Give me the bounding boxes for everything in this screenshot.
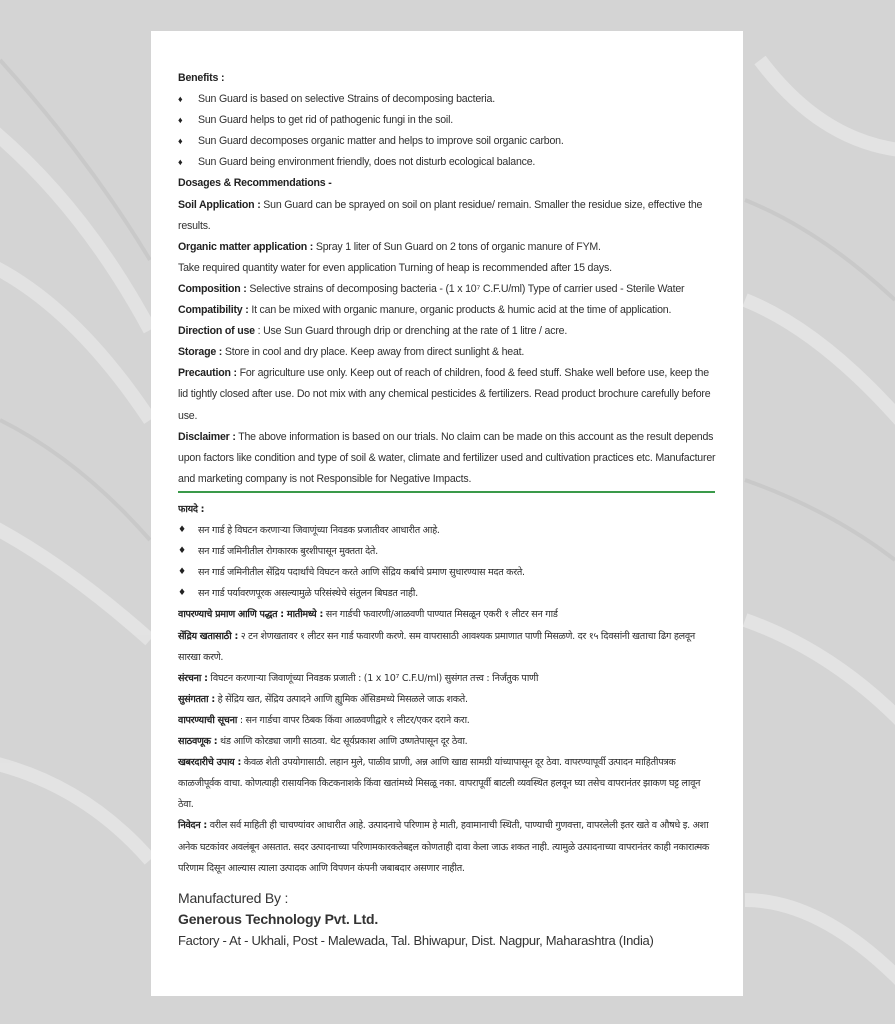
diamond-bullet-icon: ♦ [178,136,183,147]
manufactured-by-label: Manufactured By : [178,890,289,906]
marathi-compatibility: सुसंगतता : हे सेंद्रिय खत, सेंद्रिय उत्पादने आणि ह्युमिक ॲसिडमध्ये मिसळले जाऊ शकते. [178,693,468,705]
marathi-benefits-heading: फायदे : [178,504,205,515]
marathi-disclaimer: निवेदन : वरील सर्व माहिती ही चाचण्यांवर आधारीत आहे. उत्पादनाचे परिणाम हे माती, हवामानाची स्थिती, पाण्याची गुणवत्ता, वापरलेली इतर खते व औषधे इ. अशा अनेक घटकांवर अवलंबून असतात. सदर उत्पादनाच्या परिणामकारकतेबद्दल कोणताही दावा केला जाऊ शकत नाही. त्यामुळे उत्पादनाच्या वापरानंतर काही नकारात्मक परिणाम दिसून आल्यास त्याला उत्पादक आणि विपणन कंपनी जबाबदार असणार नाहीत. [178,820,709,874]
precaution: Precaution : For agriculture use only. Keep out of reach of children, food & feed stuff. Shake well before use, keep the lid tightly closed after use. Do not mix with any chemical pesticides & fertilizers. Read product brochure carefully before use. [178,367,711,422]
diamond-bullet-icon: ♦ [178,94,183,105]
section-divider [178,491,715,493]
factory-address: Factory - At - Ukhali, Post - Malewada, Tal. Bhiwapur, Dist. Nagpur, Maharashtra (India) [178,933,654,948]
company-name: Generous Technology Pvt. Ltd. [178,911,379,927]
marathi-benefit-item: ♦ सन गार्ड पर्यावरणपूरक असल्यामुळे परिसंस्थेचे संतुलन बिघडत नाही. [178,583,718,604]
benefit-item: ♦ Sun Guard decomposes organic matter and helps to improve soil organic carbon. [178,131,718,152]
organic-application: Organic matter application : Spray 1 liter of Sun Guard on 2 tons of organic manure of FYM. [178,240,601,253]
disclaimer: Disclaimer : The above information is based on our trials. No claim can be made on this account as the result depends upon factors like condition and type of soil & water, climate and fertilizer used and cultivation practices etc. Manufacturer and marketing company is not Responsible for Negative Impacts. [178,430,716,485]
organic-application-note: Take required quantity water for even application Turning of heap is recommended after 15 days. [178,261,612,274]
marathi-section [178,499,718,879]
english-section [178,68,718,490]
storage: Storage : Store in cool and dry place. Keep away from direct sunlight & heat. [178,346,525,359]
marathi-direction: वापरण्याची सूचना : सन गार्डचा वापर ठिबक किंवा आळवणीद्वारे १ लीटर/एकर दराने करा. [178,714,470,726]
diamond-bullet-icon: ♦ [178,567,186,578]
product-label-sheet [151,31,743,996]
dosage-heading: Dosages & Recommendations - [178,177,332,190]
manufacturer-block [178,888,718,952]
marathi-benefit-item: ♦ सन गार्ड जमिनीतील सेंद्रिय पदार्थांचे विघटन करते आणि सेंद्रिय कर्बाचे प्रमाण सुधारण्यास मदत करते. [178,562,718,583]
diamond-bullet-icon: ♦ [178,546,186,557]
marathi-storage: साठवणूक : थंड आणि कोरड्या जागी साठवा. थेट सूर्यप्रकाश आणि उष्णतेपासून दूर ठेवा. [178,736,468,748]
marathi-benefit-item: ♦ सन गार्ड हे विघटन करणाऱ्या जिवाणूंच्या निवडक प्रजातीवर आधारीत आहे. [178,520,718,541]
diamond-bullet-icon: ♦ [178,588,186,599]
benefit-item: ♦ Sun Guard helps to get rid of pathogenic fungi in the soil. [178,110,718,131]
diamond-bullet-icon: ♦ [178,157,183,168]
marathi-organic: सेंद्रिय खतासाठी : २ टन शेणखतावर १ लीटर सन गार्ड फवारणी करणे. सम वापरासाठी आवश्यक प्रमाणात पाणी मिसळणे. दर १५ दिवसांनी खताचा ढिग हलवून सारखा करणे. [178,630,695,663]
marathi-usage: वापरण्याचे प्रमाण आणि पद्धत : मातीमध्ये : सन गार्डची फवारणी/आळवणी पाण्यात मिसळून एकरी १ लीटर सन गार्ड [178,609,558,621]
direction-of-use: Direction of use : Use Sun Guard through drip or drenching at the rate of 1 litre / acre. [178,325,568,338]
benefit-item: ♦ Sun Guard is based on selective Strains of decomposing bacteria. [178,89,718,110]
diamond-bullet-icon: ♦ [178,525,186,536]
composition: Composition : Selective strains of decomposing bacteria - (1 x 10⁷ C.F.U/ml) Type of carrier used - Sterile Water [178,282,685,295]
marathi-composition: संरचना : विघटन करणाऱ्या जिवाणूंच्या निवडक प्रजाती : (1 x 10⁷ C.F.U/ml) सुसंगत तत्त्व : निर्जंतुक पाणी [178,672,539,684]
benefits-heading: Benefits : [178,72,225,84]
marathi-benefit-item: ♦ सन गार्ड जमिनीतील रोगकारक बुरशीपासून मुक्तता देते. [178,541,718,562]
soil-application: Soil Application : Sun Guard can be sprayed on soil on plant residue/ remain. Smaller the residue size, effective the results. [178,198,703,232]
benefit-item: ♦ Sun Guard being environment friendly, does not disturb ecological balance. [178,152,718,173]
diamond-bullet-icon: ♦ [178,115,183,126]
marathi-precaution: खबरदारीचे उपाय : केवळ शेती उपयोगासाठी. लहान मुले, पाळीव प्राणी, अन्न आणि खाद्य सामग्री यांच्यापासून दूर ठेवा. वापरण्यापूर्वी उत्पादन माहितीपत्रक काळजीपूर्वक वाचा. कोणत्याही रासायनिक किटकनाशके किंवा खतांमध्ये मिसळू नका. वापरापूर्वी बाटली व्यवस्थित हलवून घ्या तसेच वापरानंतर झाकण घट्ट लावून ठेवा. [178,757,701,811]
compatibility: Compatibility : It can be mixed with organic manure, organic products & humic acid at the time of application. [178,304,672,317]
